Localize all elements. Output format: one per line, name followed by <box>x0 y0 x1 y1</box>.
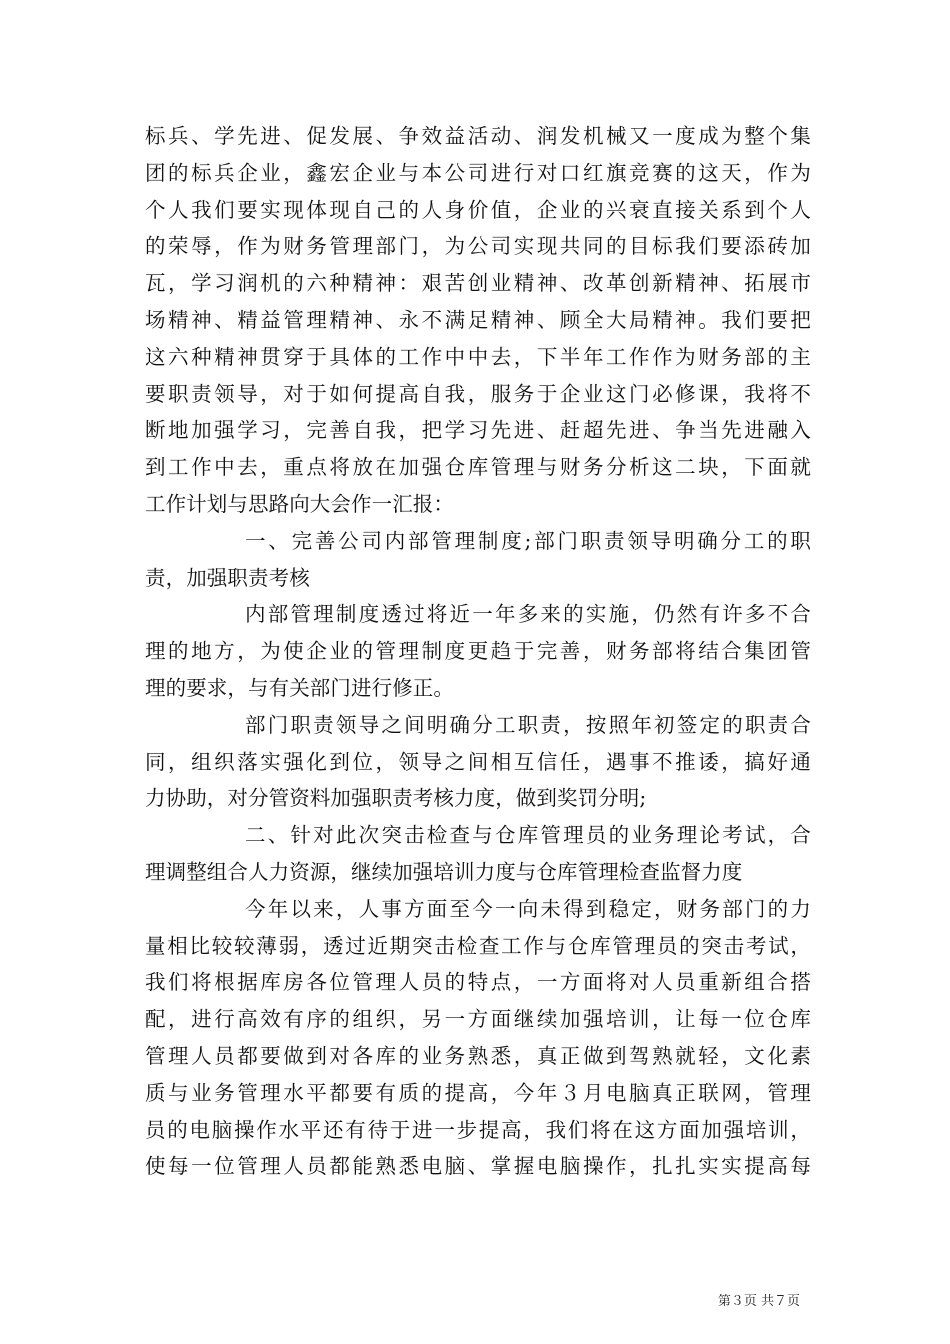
text-line: 这六种精神贯穿于具体的工作中中去，下半年工作作为财务部的主 <box>145 344 811 369</box>
text-line: 内部管理制度透过将近一年多来的实施，仍然有许多不合 <box>245 602 811 627</box>
text-line: 理的地方，为使企业的管理制度更趋于完善，财务部将结合集团管 <box>145 639 811 664</box>
text-line: 量相比较较薄弱，透过近期突击检查工作与仓库管理员的突击考试， <box>145 933 811 958</box>
text-line: 员的电脑操作水平还有待于进一步提高，我们将在这方面加强培训， <box>145 1117 811 1142</box>
document-body <box>145 118 811 1185</box>
section-heading-1: 一、完善公司内部管理制度;部门职责领导明确分工的职 <box>245 528 811 553</box>
text-line: 我们将根据库房各位管理人员的特点，一方面将对人员重新组合搭 <box>145 970 811 995</box>
text-line: 部门职责领导之间明确分工职责，按照年初签定的职责合 <box>245 712 811 737</box>
text-line: 标兵、学先进、促发展、争效益活动、润发机械又一度成为整个集 <box>145 124 811 148</box>
text-line: 个人我们要实现体现自己的人身价值，企业的兴衰直接关系到个人 <box>145 197 811 222</box>
section-heading-2: 二、针对此次突击检查与仓库管理员的业务理论考试，合 <box>245 823 811 848</box>
section-heading-2-cont: 理调整组合人力资源，继续加强培训力度与仓库管理检查监督力度 <box>145 859 743 884</box>
text-line: 断地加强学习，完善自我，把学习先进、赶超先进、争当先进融入 <box>145 418 811 443</box>
text-line: 今年以来，人事方面至今一向未得到稳定，财务部门的力 <box>245 896 811 921</box>
text-line: 场精神、精益管理精神、永不满足精神、顾全大局精神。我们要把 <box>145 307 811 332</box>
text-line: 的荣辱，作为财务管理部门，为公司实现共同的目标我们要添砖加 <box>145 234 811 259</box>
text-line: 瓦，学习润机的六种精神：艰苦创业精神、改革创新精神、拓展市 <box>145 271 811 296</box>
text-line: 工作计划与思路向大会作一汇报： <box>145 491 454 516</box>
text-line: 到工作中去，重点将放在加强仓库管理与财务分析这二块，下面就 <box>145 455 811 480</box>
text-line: 要职责领导，对于如何提高自我，服务于企业这门必修课，我将不 <box>145 381 811 406</box>
section-heading-1-cont: 责，加强职责考核 <box>145 565 310 590</box>
text-line: 使每一位管理人员都能熟悉电脑、掌握电脑操作，扎扎实实提高每 <box>145 1154 811 1179</box>
text-line: 配，进行高效有序的组织，另一方面继续加强培训，让每一位仓库 <box>145 1007 811 1032</box>
text-line: 力协助，对分管资料加强职责考核力度，做到奖罚分明; <box>145 786 647 811</box>
page-number: 第３页 共７页 <box>717 1294 800 1309</box>
text-line: 质与业务管理水平都要有质的提高，今年３月电脑真正联网，管理 <box>145 1080 811 1105</box>
text-line: 管理人员都要做到对各库的业务熟悉，真正做到驾熟就轻，文化素 <box>145 1043 811 1068</box>
text-line: 团的标兵企业，鑫宏企业与本公司进行对口红旗竞赛的这天，作为 <box>145 160 811 185</box>
text-line: 理的要求，与有关部门进行修正。 <box>145 675 454 700</box>
text-line: 同，组织落实强化到位，领导之间相互信任，遇事不推诿，搞好通 <box>145 749 811 774</box>
